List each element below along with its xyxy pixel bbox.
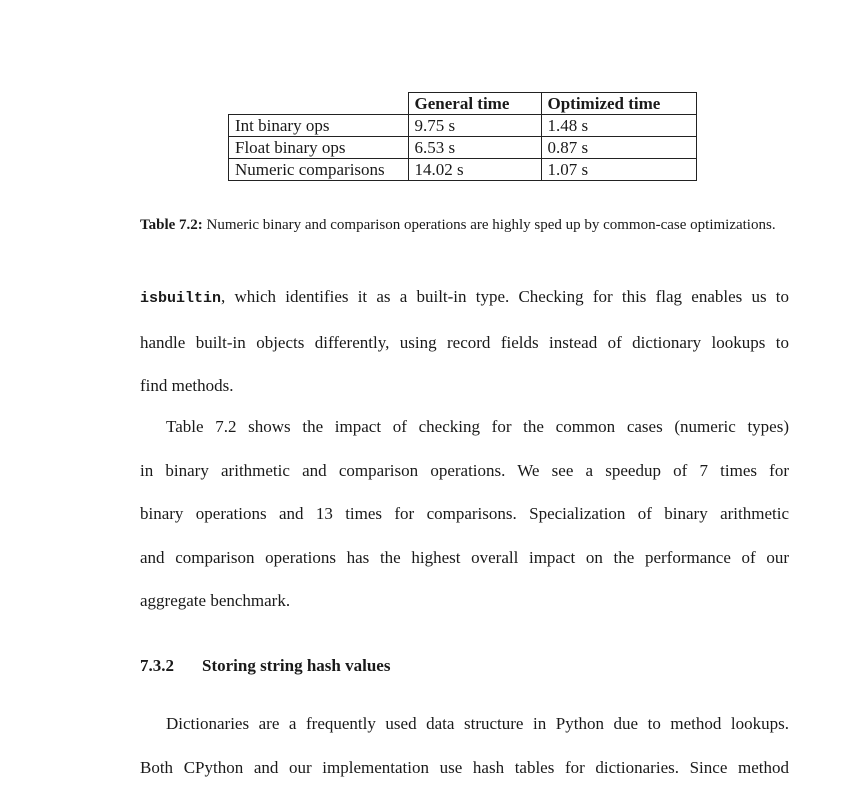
table-row [229, 159, 697, 181]
table-header-blank [229, 93, 409, 115]
paragraph-line [140, 275, 789, 321]
table-cell-label: Int binary ops [229, 115, 409, 137]
paragraph-line: and comparison operations has the highest overall impact on the performance of our [140, 547, 789, 567]
section-heading [140, 656, 390, 676]
paragraph-line: handle built-in objects differently, using record fields instead of dictionary lookups to [140, 332, 789, 352]
table-row [229, 137, 697, 159]
paragraph-line: aggregate benchmark. [140, 591, 291, 610]
table-cell-general: 9.75 s [408, 115, 541, 137]
paragraph-line: binary operations and 13 times for comparisons. Specialization of binary arithmetic [140, 504, 789, 523]
table-cell-general: 14.02 s [408, 159, 541, 181]
table-cell-optimized: 0.87 s [541, 137, 696, 159]
section-title: Storing string hash values [202, 656, 391, 675]
paragraph-dictionaries [140, 702, 789, 789]
table-cell-optimized: 1.48 s [541, 115, 696, 137]
paragraph-isbuiltin [140, 275, 789, 408]
caption-text: Numeric binary and comparison operations are highly sped up by common-case optimizations. [202, 217, 776, 233]
paragraph-line: Table 7.2 shows the impact of checking for the common cases (numeric types) [166, 417, 789, 436]
table-header-row [229, 93, 697, 115]
table-cell-general: 6.53 s [408, 137, 541, 159]
section-number: 7.3.2 [140, 656, 174, 675]
paragraph-line: Dictionaries are a frequently used data structure in Python due to method lookups. [166, 714, 789, 733]
table-cell-optimized: 1.07 s [541, 159, 696, 181]
code-isbuiltin: isbuiltin [140, 290, 222, 307]
paragraph-table-impact [140, 405, 789, 623]
table-cell-label: Float binary ops [229, 137, 409, 159]
paragraph-line-text: , which identifies it as a built-in type. Checking for this flag enables us to [221, 287, 789, 306]
table-header-optimized-time: Optimized time [541, 93, 696, 115]
table-caption [140, 215, 790, 235]
table-header-general-time: General time [408, 93, 541, 115]
caption-label: Table 7.2: [140, 217, 203, 233]
paragraph-line: find methods. [140, 376, 234, 395]
paragraph-line: Both CPython and our implementation use hash tables for dictionaries. Since method [140, 757, 789, 777]
table-cell-label: Numeric comparisons [229, 159, 409, 181]
timing-table [228, 92, 697, 181]
paragraph-line: in binary arithmetic and comparison operations. We see a speedup of 7 times for [140, 460, 789, 480]
table-row [229, 115, 697, 137]
